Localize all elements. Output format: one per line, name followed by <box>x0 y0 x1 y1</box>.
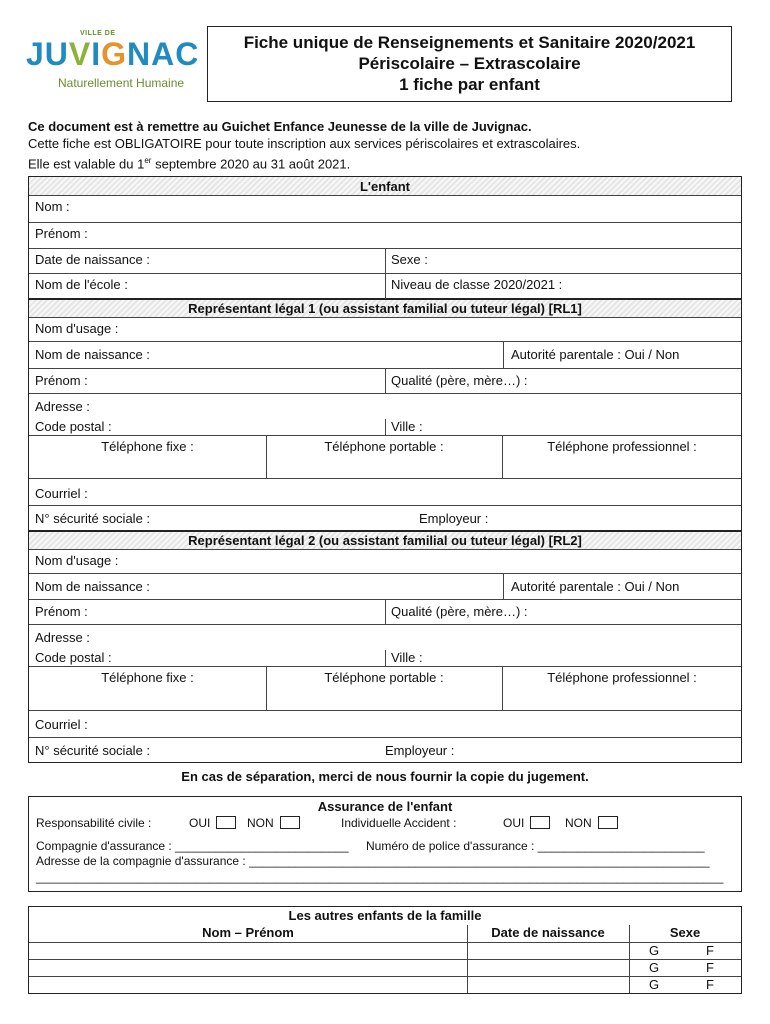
col-sexe: Sexe <box>669 925 701 940</box>
enfant-section <box>28 176 742 299</box>
title-line-1: Fiche unique de Renseignements et Sanitaire 2020/2021 <box>243 33 696 52</box>
form-title-box <box>207 26 732 102</box>
indiv-accident-label: Individuelle Accident : <box>341 816 457 830</box>
enfant-niveau-field[interactable]: Niveau de classe 2020/2021 : <box>391 277 563 292</box>
rl2-tel-portable-field[interactable]: Téléphone portable : <box>324 670 444 685</box>
rl2-nom-usage-field[interactable]: Nom d'usage : <box>35 553 119 568</box>
rl1-header: Représentant légal 1 (ou assistant familial ou tuteur légal) [RL1] <box>29 300 741 318</box>
rl1-section <box>28 299 742 531</box>
indiv-accident-non-checkbox[interactable] <box>598 816 618 829</box>
rl1-adresse-field[interactable]: Adresse : <box>35 399 90 414</box>
rl2-employeur-field[interactable]: Employeur : <box>385 743 455 758</box>
rl1-tel-pro-field[interactable]: Téléphone professionnel : <box>547 439 697 454</box>
enfant-sexe-field[interactable]: Sexe : <box>391 252 428 267</box>
indiv-accident-oui: OUI <box>503 816 550 830</box>
rl1-secu-field[interactable]: N° sécurité sociale : <box>35 511 151 526</box>
rl2-adresse-field[interactable]: Adresse : <box>35 630 90 645</box>
separation-note: En cas de séparation, merci de nous fournir la copie du jugement. <box>181 769 589 784</box>
rl1-code-postal-field[interactable]: Code postal : <box>35 419 112 434</box>
rl2-section <box>28 531 742 763</box>
enfant-ecole-field[interactable]: Nom de l'école : <box>35 277 128 292</box>
police-field[interactable]: Numéro de police d'assurance : _________________________ <box>366 839 705 853</box>
resp-civile-oui-checkbox[interactable] <box>216 816 236 829</box>
rl1-ville-field[interactable]: Ville : <box>391 419 423 434</box>
resp-civile-label: Responsabilité civile : <box>36 816 152 830</box>
intro-line-2: Cette fiche est OBLIGATOIRE pour toute inscription aux services périscolaires et extrascolaires. <box>28 136 581 151</box>
resp-civile-non-checkbox[interactable] <box>280 816 300 829</box>
rl1-employeur-field[interactable]: Employeur : <box>419 511 489 526</box>
rl2-ville-field[interactable]: Ville : <box>391 650 423 665</box>
rl2-tel-fixe-field[interactable]: Téléphone fixe : <box>101 670 194 685</box>
rl1-autorite-field[interactable]: Autorité parentale : Oui / Non <box>511 347 680 362</box>
rl2-courriel-field[interactable]: Courriel : <box>35 717 88 732</box>
assurance-header: Assurance de l'enfant <box>317 799 453 814</box>
enfant-nom-field[interactable]: Nom : <box>35 199 70 214</box>
enfant-prenom-field[interactable]: Prénom : <box>35 226 88 241</box>
rl1-qualite-field[interactable]: Qualité (père, mère…) : <box>391 373 528 388</box>
enfant-header: L'enfant <box>29 177 741 196</box>
rl2-prenom-field[interactable]: Prénom : <box>35 604 88 619</box>
enfant-date-naissance-field[interactable]: Date de naissance : <box>35 252 150 267</box>
intro-line-3: Elle est valable du 1er septembre 2020 au 31 août 2021. <box>28 156 351 172</box>
rl1-tel-portable-field[interactable]: Téléphone portable : <box>324 439 444 454</box>
rl2-secu-field[interactable]: N° sécurité sociale : <box>35 743 151 758</box>
logo-name: JUVIGNAC <box>26 36 200 72</box>
juvignac-logo <box>22 30 200 100</box>
rl1-nom-naissance-field[interactable]: Nom de naissance : <box>35 347 150 362</box>
autres-enfants-section: Les autres enfants de la famille Nom – Prénom Date de naissance Sexe G F G F G F <box>28 906 742 994</box>
rl2-nom-naissance-field[interactable]: Nom de naissance : <box>35 579 150 594</box>
intro-line-1: Ce document est à remettre au Guichet Enfance Jeunesse de la ville de Juvignac. <box>28 119 532 134</box>
rl2-qualite-field[interactable]: Qualité (père, mère…) : <box>391 604 528 619</box>
rl1-courriel-field[interactable]: Courriel : <box>35 486 88 501</box>
rl1-nom-usage-field[interactable]: Nom d'usage : <box>35 321 119 336</box>
indiv-accident-non: NON <box>565 816 618 830</box>
famille-header: Les autres enfants de la famille <box>288 908 482 923</box>
title-line-3: 1 fiche par enfant <box>399 75 540 94</box>
logo-tagline: Naturellement Humaine <box>58 76 185 90</box>
rl2-autorite-field[interactable]: Autorité parentale : Oui / Non <box>511 579 680 594</box>
indiv-accident-oui-checkbox[interactable] <box>530 816 550 829</box>
adresse-compagnie-field[interactable]: Adresse de la compagnie d'assurance : _____________________________________________________________________ <box>36 854 710 868</box>
title-line-2: Périscolaire – Extrascolaire <box>358 54 581 73</box>
assurance-section <box>28 796 742 892</box>
rl2-code-postal-field[interactable]: Code postal : <box>35 650 112 665</box>
rl1-tel-fixe-field[interactable]: Téléphone fixe : <box>101 439 194 454</box>
intro-text <box>28 118 580 172</box>
resp-civile-non: NON <box>247 816 300 830</box>
rl2-header: Représentant légal 2 (ou assistant familial ou tuteur légal) [RL2] <box>29 532 741 550</box>
resp-civile-oui: OUI <box>189 816 236 830</box>
rl2-tel-pro-field[interactable]: Téléphone professionnel : <box>547 670 697 685</box>
col-date-naissance: Date de naissance <box>491 925 605 940</box>
adresse-compagnie-line-2[interactable]: _______________________________________________________________________________________________________ <box>36 870 724 884</box>
logo-small-text: VILLE DE <box>80 30 116 37</box>
compagnie-field[interactable]: Compagnie d'assurance : __________________________ <box>36 839 349 853</box>
col-nom-prenom: Nom – Prénom <box>202 925 294 940</box>
rl1-prenom-field[interactable]: Prénom : <box>35 373 88 388</box>
